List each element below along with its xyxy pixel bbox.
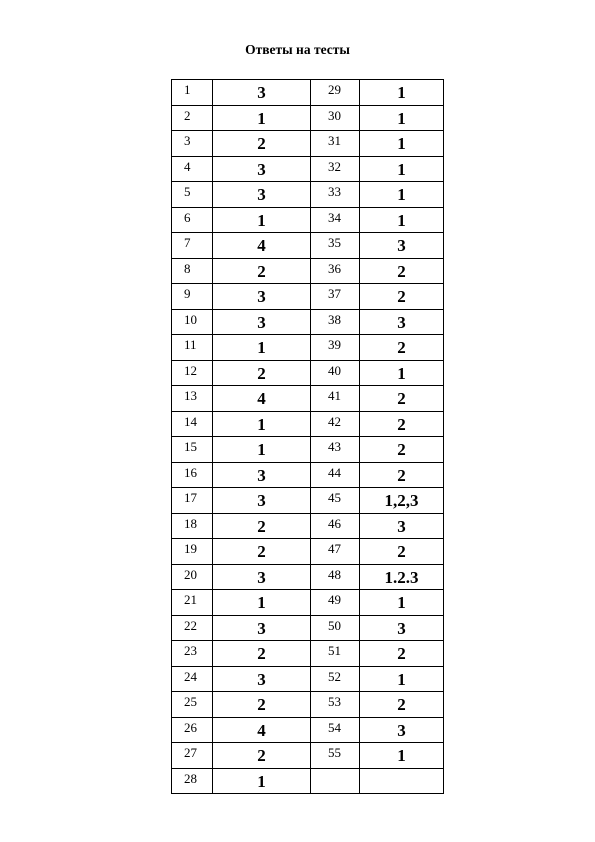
answer-cell: 2 [360,641,444,667]
question-number-cell: 43 [311,437,360,463]
answer-cell: 1 [360,360,444,386]
answer-cell: 2 [213,641,311,667]
question-number-cell: 37 [311,284,360,310]
answer-cell: 1 [360,156,444,182]
question-number-cell: 53 [311,692,360,718]
question-number-cell: 19 [172,539,213,565]
answer-cell: 1 [360,182,444,208]
table-row [172,182,444,208]
table-row [172,462,444,488]
answer-cell: 1.2.3 [360,564,444,590]
question-number-cell: 11 [172,335,213,361]
question-number-cell: 14 [172,411,213,437]
answer-cell: 2 [360,437,444,463]
answer-cell: 2 [213,258,311,284]
answer-cell: 1 [360,131,444,157]
question-number-cell: 33 [311,182,360,208]
question-number-cell: 51 [311,641,360,667]
answer-cell: 1 [360,590,444,616]
question-number-cell: 40 [311,360,360,386]
answer-cell: 1 [213,768,311,794]
table-row [172,80,444,106]
answer-cell: 2 [360,692,444,718]
answer-cell: 1 [360,743,444,769]
table-row [172,105,444,131]
question-number-cell: 16 [172,462,213,488]
question-number-cell: 17 [172,488,213,514]
answer-cell: 2 [360,258,444,284]
question-number-cell: 32 [311,156,360,182]
answer-cell: 2 [360,335,444,361]
answer-cell: 3 [213,309,311,335]
question-number-cell: 23 [172,641,213,667]
answer-cell: 2 [360,386,444,412]
answer-cell: 3 [360,513,444,539]
question-number-cell: 1 [172,80,213,106]
answer-cell: 3 [213,564,311,590]
table-row [172,309,444,335]
question-number-cell: 45 [311,488,360,514]
question-number-cell: 31 [311,131,360,157]
question-number-cell: 44 [311,462,360,488]
table-row [172,768,444,794]
answer-cell: 4 [213,386,311,412]
question-number-cell: 5 [172,182,213,208]
question-number-cell: 48 [311,564,360,590]
question-number-cell: 38 [311,309,360,335]
answer-cell: 2 [360,411,444,437]
answer-cell: 4 [213,233,311,259]
answer-cell: 3 [360,717,444,743]
table-row [172,360,444,386]
question-number-cell: 34 [311,207,360,233]
question-number-cell: 18 [172,513,213,539]
answer-cell: 1 [213,207,311,233]
question-number-cell: 9 [172,284,213,310]
table-row [172,335,444,361]
question-number-cell: 3 [172,131,213,157]
answer-cell: 3 [213,284,311,310]
question-number-cell: 7 [172,233,213,259]
table-row [172,513,444,539]
question-number-cell: 47 [311,539,360,565]
answer-cell: 3 [360,233,444,259]
table-row [172,131,444,157]
question-number-cell: 22 [172,615,213,641]
table-row [172,666,444,692]
table-row [172,284,444,310]
answer-cell: 2 [360,462,444,488]
question-number-cell: 54 [311,717,360,743]
question-number-cell: 42 [311,411,360,437]
answers-table-body [172,80,444,794]
answer-cell: 2 [213,360,311,386]
question-number-cell: 10 [172,309,213,335]
question-number-cell: 8 [172,258,213,284]
answer-cell: 1 [213,335,311,361]
answer-cell: 3 [360,309,444,335]
answer-cell: 1 [213,590,311,616]
question-number-cell: 46 [311,513,360,539]
question-number-cell: 12 [172,360,213,386]
table-row [172,488,444,514]
question-number-cell: 13 [172,386,213,412]
answer-cell: 2 [213,743,311,769]
question-number-cell: 26 [172,717,213,743]
question-number-cell: 52 [311,666,360,692]
answer-cell: 2 [213,513,311,539]
question-number-cell: 21 [172,590,213,616]
answer-cell: 1 [213,105,311,131]
table-row [172,539,444,565]
answer-cell: 2 [360,539,444,565]
question-number-cell: 39 [311,335,360,361]
table-row [172,258,444,284]
table-row [172,743,444,769]
answer-cell: 1 [213,411,311,437]
table-row [172,156,444,182]
answer-cell: 2 [213,131,311,157]
question-number-cell: 49 [311,590,360,616]
question-number-cell: 25 [172,692,213,718]
question-number-cell: 20 [172,564,213,590]
question-number-cell: 41 [311,386,360,412]
answer-cell: 3 [213,462,311,488]
answer-cell: 2 [213,539,311,565]
answer-cell: 3 [213,156,311,182]
answer-cell: 1 [360,80,444,106]
answer-cell: 1 [360,105,444,131]
answer-cell: 4 [213,717,311,743]
question-number-cell: 4 [172,156,213,182]
table-row [172,386,444,412]
question-number-cell: 29 [311,80,360,106]
question-number-cell: 6 [172,207,213,233]
question-number-cell [311,768,360,794]
answer-cell: 3 [360,615,444,641]
table-row [172,207,444,233]
question-number-cell: 27 [172,743,213,769]
answer-cell: 1 [360,666,444,692]
answer-cell: 3 [213,488,311,514]
table-row [172,641,444,667]
question-number-cell: 28 [172,768,213,794]
table-row [172,564,444,590]
question-number-cell: 24 [172,666,213,692]
answer-cell: 2 [213,692,311,718]
question-number-cell: 2 [172,105,213,131]
table-row [172,437,444,463]
answer-cell: 3 [213,666,311,692]
table-row [172,590,444,616]
question-number-cell: 35 [311,233,360,259]
table-row [172,615,444,641]
question-number-cell: 50 [311,615,360,641]
answer-cell: 3 [213,182,311,208]
answer-cell: 3 [213,615,311,641]
table-row [172,692,444,718]
answer-cell: 1,2,3 [360,488,444,514]
table-row [172,233,444,259]
answer-cell: 1 [213,437,311,463]
answers-table [171,79,444,794]
answer-cell: 2 [360,284,444,310]
answer-cell [360,768,444,794]
question-number-cell: 55 [311,743,360,769]
table-row [172,717,444,743]
table-row [172,411,444,437]
page-title: Ответы на тесты [245,42,350,57]
question-number-cell: 30 [311,105,360,131]
question-number-cell: 36 [311,258,360,284]
answer-cell: 1 [360,207,444,233]
question-number-cell: 15 [172,437,213,463]
answer-cell: 3 [213,80,311,106]
